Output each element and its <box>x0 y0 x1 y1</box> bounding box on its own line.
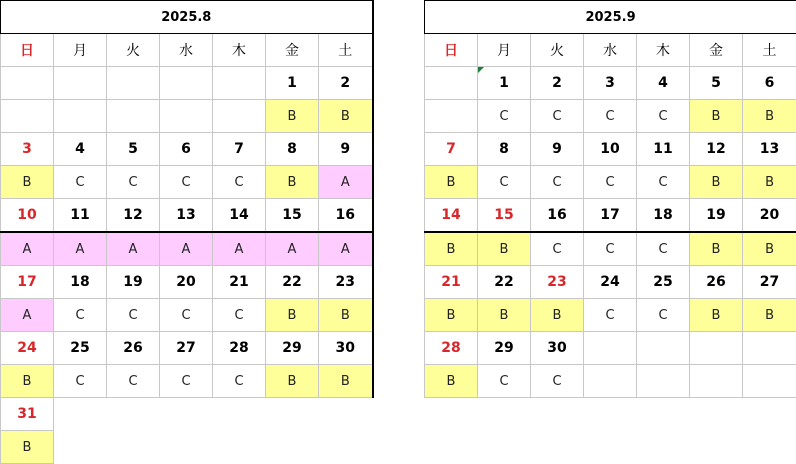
day-number[interactable]: 16 <box>319 199 373 233</box>
day-number[interactable]: 8 <box>478 133 531 166</box>
empty-cell[interactable] <box>54 100 107 133</box>
empty-cell[interactable] <box>1 100 54 133</box>
schedule-code[interactable]: C <box>213 365 266 398</box>
schedule-code[interactable]: A <box>1 232 54 266</box>
empty-cell[interactable] <box>160 100 213 133</box>
empty-cell[interactable] <box>266 398 319 431</box>
weekday-header: 木 <box>213 34 266 67</box>
empty-cell[interactable] <box>584 365 637 398</box>
weekday-header: 金 <box>266 34 319 67</box>
month-title: 2025.9 <box>425 1 796 34</box>
schedule-code[interactable]: C <box>213 166 266 199</box>
day-number[interactable]: 30 <box>319 332 373 365</box>
day-number[interactable]: 28 <box>213 332 266 365</box>
weekday-header: 火 <box>107 34 160 67</box>
day-number[interactable]: 24 <box>584 266 637 299</box>
empty-cell[interactable] <box>213 67 266 100</box>
schedule-code[interactable]: A <box>319 232 373 266</box>
empty-cell[interactable] <box>213 398 266 431</box>
empty-cell[interactable] <box>266 431 319 464</box>
schedule-code[interactable]: B <box>425 166 478 199</box>
day-number[interactable]: 20 <box>160 266 213 299</box>
day-number[interactable]: 6 <box>743 67 796 100</box>
schedule-code[interactable]: B <box>266 365 319 398</box>
day-number[interactable]: 17 <box>584 199 637 233</box>
day-number[interactable]: 29 <box>478 332 531 365</box>
empty-cell[interactable] <box>743 332 796 365</box>
empty-cell[interactable] <box>319 431 373 464</box>
schedule-code[interactable]: C <box>637 100 690 133</box>
day-number[interactable]: 26 <box>107 332 160 365</box>
day-number[interactable]: 4 <box>637 67 690 100</box>
weekday-header: 水 <box>584 34 637 67</box>
schedule-code[interactable]: C <box>107 166 160 199</box>
empty-cell[interactable] <box>637 332 690 365</box>
day-number[interactable]: 15 <box>266 199 319 233</box>
day-number[interactable]: 27 <box>743 266 796 299</box>
schedule-code[interactable]: B <box>266 100 319 133</box>
schedule-code[interactable]: B <box>319 100 373 133</box>
day-number[interactable]: 5 <box>107 133 160 166</box>
schedule-code[interactable]: B <box>743 100 796 133</box>
weekday-header: 水 <box>160 34 213 67</box>
calendar-september <box>424 0 796 398</box>
empty-cell[interactable] <box>743 365 796 398</box>
day-number[interactable]: 7 <box>213 133 266 166</box>
weekday-header: 月 <box>478 34 531 67</box>
schedule-code[interactable]: C <box>584 166 637 199</box>
empty-cell[interactable] <box>690 332 743 365</box>
schedule-code[interactable]: B <box>478 232 531 266</box>
schedule-code[interactable]: C <box>637 166 690 199</box>
schedule-code[interactable]: C <box>531 232 584 266</box>
schedule-code[interactable]: B <box>743 166 796 199</box>
day-number[interactable]: 25 <box>54 332 107 365</box>
day-number[interactable]: 7 <box>425 133 478 166</box>
schedule-code[interactable]: C <box>107 365 160 398</box>
day-number[interactable]: 9 <box>319 133 373 166</box>
schedule-code[interactable]: C <box>584 299 637 332</box>
day-number[interactable]: 12 <box>107 199 160 233</box>
calendar-august <box>0 0 374 464</box>
schedule-code[interactable]: B <box>690 100 743 133</box>
empty-cell[interactable] <box>637 365 690 398</box>
day-number[interactable]: 1 <box>266 67 319 100</box>
empty-cell[interactable] <box>107 398 160 431</box>
day-number[interactable]: 19 <box>690 199 743 233</box>
day-number[interactable]: 22 <box>478 266 531 299</box>
weekday-header: 土 <box>319 34 373 67</box>
empty-cell[interactable] <box>160 431 213 464</box>
schedule-code[interactable]: C <box>54 166 107 199</box>
schedule-code[interactable]: A <box>54 232 107 266</box>
schedule-code[interactable]: B <box>690 166 743 199</box>
month-title: 2025.8 <box>1 1 373 34</box>
day-number[interactable]: 12 <box>690 133 743 166</box>
weekday-header: 日 <box>1 34 54 67</box>
day-number[interactable]: 14 <box>425 199 478 233</box>
empty-cell[interactable] <box>107 67 160 100</box>
day-number[interactable]: 30 <box>531 332 584 365</box>
schedule-code[interactable]: C <box>637 232 690 266</box>
day-number[interactable]: 10 <box>584 133 637 166</box>
schedule-code[interactable]: B <box>266 299 319 332</box>
schedule-code[interactable]: B <box>478 299 531 332</box>
day-number[interactable]: 21 <box>425 266 478 299</box>
schedule-code[interactable]: B <box>690 299 743 332</box>
schedule-code[interactable]: B <box>319 365 373 398</box>
day-number[interactable]: 3 <box>1 133 54 166</box>
schedule-code[interactable]: C <box>637 299 690 332</box>
day-number[interactable]: 11 <box>54 199 107 233</box>
day-number[interactable]: 27 <box>160 332 213 365</box>
empty-cell[interactable] <box>107 431 160 464</box>
day-number[interactable]: 13 <box>743 133 796 166</box>
day-number[interactable]: 21 <box>213 266 266 299</box>
schedule-code[interactable]: C <box>531 100 584 133</box>
day-number[interactable]: 18 <box>54 266 107 299</box>
schedule-code[interactable]: C <box>54 299 107 332</box>
day-number[interactable]: 9 <box>531 133 584 166</box>
day-number[interactable]: 16 <box>531 199 584 233</box>
schedule-code[interactable]: A <box>266 232 319 266</box>
schedule-code[interactable]: C <box>107 299 160 332</box>
schedule-code[interactable]: C <box>213 299 266 332</box>
day-number[interactable]: 19 <box>107 266 160 299</box>
day-number[interactable]: 26 <box>690 266 743 299</box>
schedule-code[interactable]: C <box>531 166 584 199</box>
schedule-code[interactable]: C <box>584 232 637 266</box>
schedule-code[interactable]: A <box>160 232 213 266</box>
day-number[interactable]: 22 <box>266 266 319 299</box>
empty-cell[interactable] <box>425 67 478 100</box>
schedule-code[interactable]: C <box>531 365 584 398</box>
schedule-code[interactable]: C <box>160 166 213 199</box>
day-number[interactable]: 23 <box>319 266 373 299</box>
weekday-header: 火 <box>531 34 584 67</box>
weekday-header: 土 <box>743 34 796 67</box>
schedule-code[interactable]: B <box>1 166 54 199</box>
schedule-code[interactable]: B <box>425 232 478 266</box>
weekday-header: 日 <box>425 34 478 67</box>
empty-cell[interactable] <box>213 431 266 464</box>
weekday-header: 木 <box>637 34 690 67</box>
day-number[interactable]: 4 <box>54 133 107 166</box>
schedule-code[interactable]: B <box>743 299 796 332</box>
day-number[interactable]: 18 <box>637 199 690 233</box>
schedule-code[interactable]: C <box>478 100 531 133</box>
empty-cell[interactable] <box>1 67 54 100</box>
empty-cell[interactable] <box>160 398 213 431</box>
schedule-code[interactable]: A <box>319 166 373 199</box>
day-number[interactable]: 28 <box>425 332 478 365</box>
day-number[interactable]: 24 <box>1 332 54 365</box>
day-number[interactable]: 1 <box>478 67 531 100</box>
day-number[interactable]: 25 <box>637 266 690 299</box>
schedule-code[interactable]: C <box>584 100 637 133</box>
day-number[interactable]: 11 <box>637 133 690 166</box>
day-number[interactable]: 15 <box>478 199 531 233</box>
day-number[interactable]: 8 <box>266 133 319 166</box>
schedule-code[interactable]: C <box>160 365 213 398</box>
weekday-header: 金 <box>690 34 743 67</box>
empty-cell[interactable] <box>319 398 373 431</box>
schedule-code[interactable]: B <box>266 166 319 199</box>
day-number[interactable]: 13 <box>160 199 213 233</box>
day-number[interactable]: 5 <box>690 67 743 100</box>
weekday-header: 月 <box>54 34 107 67</box>
schedule-code[interactable]: C <box>160 299 213 332</box>
day-number[interactable]: 10 <box>1 199 54 233</box>
empty-cell[interactable] <box>107 100 160 133</box>
schedule-code[interactable]: B <box>425 365 478 398</box>
day-number[interactable]: 29 <box>266 332 319 365</box>
day-number[interactable]: 3 <box>584 67 637 100</box>
schedule-code[interactable]: B <box>1 365 54 398</box>
day-number[interactable]: 2 <box>319 67 373 100</box>
day-number[interactable]: 2 <box>531 67 584 100</box>
schedule-code[interactable]: B <box>690 232 743 266</box>
day-number[interactable]: 14 <box>213 199 266 233</box>
schedule-code[interactable]: C <box>54 365 107 398</box>
day-number[interactable]: 31 <box>1 398 54 431</box>
schedule-code[interactable]: C <box>478 166 531 199</box>
day-number[interactable]: 23 <box>531 266 584 299</box>
empty-cell[interactable] <box>584 332 637 365</box>
schedule-code[interactable]: B <box>1 431 54 464</box>
schedule-code[interactable]: C <box>478 365 531 398</box>
day-number[interactable]: 6 <box>160 133 213 166</box>
empty-cell[interactable] <box>160 67 213 100</box>
empty-cell[interactable] <box>54 431 107 464</box>
empty-cell[interactable] <box>213 100 266 133</box>
schedule-code[interactable]: A <box>213 232 266 266</box>
schedule-code[interactable]: A <box>107 232 160 266</box>
empty-cell[interactable] <box>425 100 478 133</box>
schedule-code[interactable]: A <box>1 299 54 332</box>
empty-cell[interactable] <box>54 398 107 431</box>
day-number[interactable]: 20 <box>743 199 796 233</box>
schedule-code[interactable]: B <box>531 299 584 332</box>
empty-cell[interactable] <box>690 365 743 398</box>
schedule-code[interactable]: B <box>319 299 373 332</box>
schedule-code[interactable]: B <box>425 299 478 332</box>
schedule-code[interactable]: B <box>743 232 796 266</box>
day-number[interactable]: 17 <box>1 266 54 299</box>
empty-cell[interactable] <box>54 67 107 100</box>
